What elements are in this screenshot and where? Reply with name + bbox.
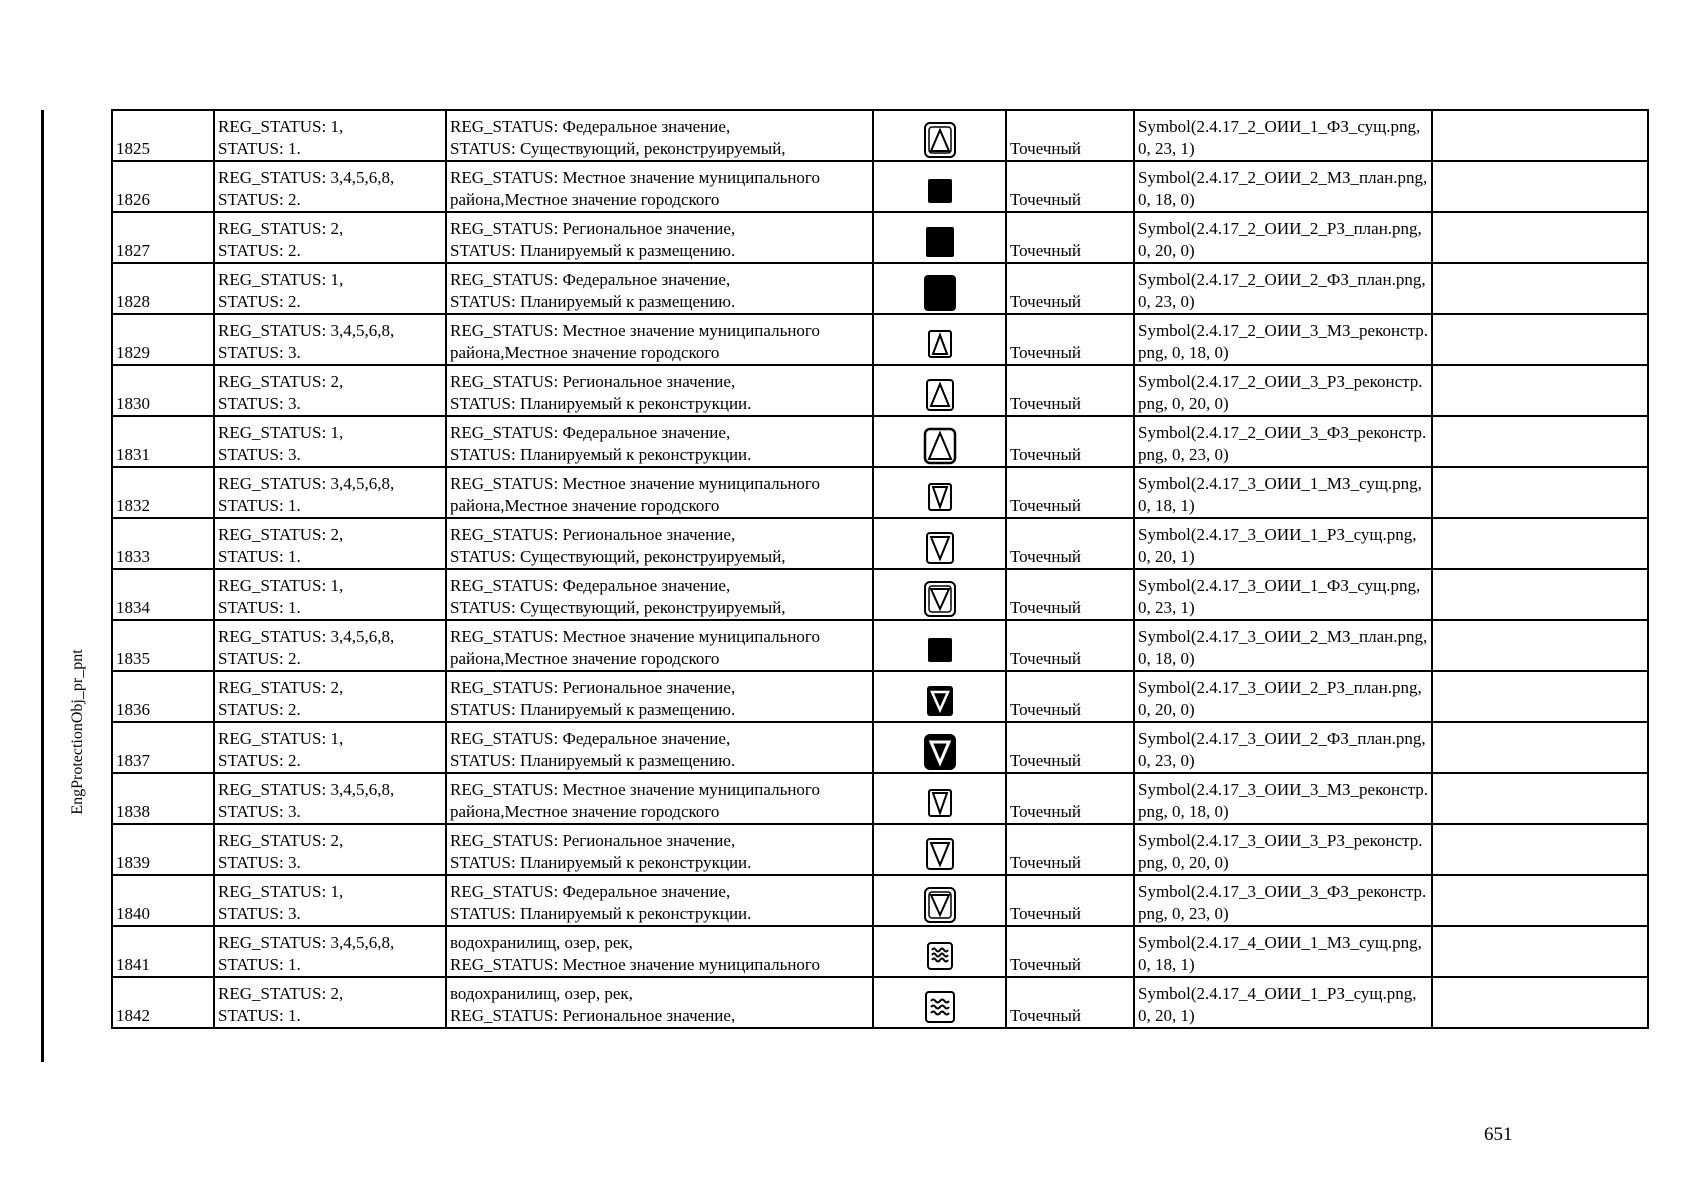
description-line-2: STATUS: Планируемый к реконструкции. [450,904,752,923]
filled-square-large-icon [877,273,1002,313]
row-number: 1828 [112,263,214,314]
empty-cell [1432,110,1648,161]
description-line-2: района,Местное значение городского [450,802,720,821]
table-row [112,926,1648,977]
status-code: STATUS: 2. [218,649,301,668]
symbol-preview-cell [873,875,1006,926]
status-codes-cell [214,263,446,314]
table-row [112,620,1648,671]
triangle-down-double-frame-icon [877,579,1002,619]
status-codes-cell [214,671,446,722]
row-number: 1830 [112,365,214,416]
description-line-1: REG_STATUS: Федеральное значение, [450,729,731,748]
status-codes-cell [214,569,446,620]
filled-square-medium-icon [877,222,1002,262]
status-code: STATUS: 3. [218,445,301,464]
status-description-cell [446,977,873,1028]
table-row [112,824,1648,875]
status-description-cell [446,110,873,161]
triangle-up-double-frame-icon [877,120,1002,160]
description-line-2: района,Местное значение городского [450,496,720,515]
status-codes-cell [214,365,446,416]
geometry-type: Точечный [1006,722,1134,773]
description-line-2: района,Местное значение городского [450,649,720,668]
symbol-preview-cell [873,773,1006,824]
status-codes-cell [214,722,446,773]
geometry-type: Точечный [1006,977,1134,1028]
status-description-cell [446,620,873,671]
row-number: 1837 [112,722,214,773]
empty-cell [1432,212,1648,263]
triangle-down-filled-medium-icon [877,681,1002,721]
row-number: 1839 [112,824,214,875]
empty-cell [1432,875,1648,926]
description-line-1: REG_STATUS: Региональное значение, [450,219,736,238]
status-code: STATUS: 3. [218,904,301,923]
symbol-definition: Symbol(2.4.17_3_ОИИ_2_РЗ_план.png, 0, 20, 0) [1134,671,1432,722]
description-line-1: REG_STATUS: Региональное значение, [450,525,736,544]
status-codes-cell [214,314,446,365]
symbol-definition: Symbol(2.4.17_2_ОИИ_1_ФЗ_сущ.png, 0, 23, 1) [1134,110,1432,161]
geometry-type: Точечный [1006,110,1134,161]
table-row [112,365,1648,416]
empty-cell [1432,416,1648,467]
description-line-1: REG_STATUS: Федеральное значение, [450,117,731,136]
row-number: 1829 [112,314,214,365]
table-row [112,569,1648,620]
description-line-1: REG_STATUS: Региональное значение, [450,678,736,697]
triangle-up-frame-medium-icon [877,375,1002,415]
status-codes-cell [214,467,446,518]
empty-cell [1432,977,1648,1028]
geometry-type: Точечный [1006,365,1134,416]
status-description-cell [446,314,873,365]
status-codes-cell [214,518,446,569]
symbol-preview-cell [873,110,1006,161]
reg-status-code: REG_STATUS: 1, [218,423,344,442]
description-line-1: водохранилищ, озер, рек, [450,984,633,1003]
empty-cell [1432,926,1648,977]
symbol-preview-cell [873,314,1006,365]
table-row [112,416,1648,467]
row-number: 1838 [112,773,214,824]
symbol-preview-cell [873,416,1006,467]
reg-status-code: REG_STATUS: 3,4,5,6,8, [218,168,395,187]
status-description-cell [446,824,873,875]
status-description-cell [446,365,873,416]
description-line-1: REG_STATUS: Федеральное значение, [450,576,731,595]
table-row [112,671,1648,722]
symbol-definition: Symbol(2.4.17_4_ОИИ_1_РЗ_сущ.png, 0, 20, 1) [1134,977,1432,1028]
geometry-type: Точечный [1006,875,1134,926]
status-code: STATUS: 1. [218,139,301,158]
description-line-1: водохранилищ, озер, рек, [450,933,633,952]
status-codes-cell [214,620,446,671]
geometry-type: Точечный [1006,773,1134,824]
empty-cell [1432,467,1648,518]
symbol-definition: Symbol(2.4.17_2_ОИИ_3_МЗ_реконстр.png, 0, 18, 0) [1134,314,1432,365]
symbol-preview-cell [873,365,1006,416]
status-code: STATUS: 3. [218,394,301,413]
row-number: 1826 [112,161,214,212]
symbol-preview-cell [873,926,1006,977]
table-row [112,467,1648,518]
description-line-2: STATUS: Существующий, реконструируемый, [450,139,786,158]
symbol-preview-cell [873,263,1006,314]
reg-status-code: REG_STATUS: 2, [218,219,344,238]
symbol-preview-cell [873,212,1006,263]
reg-status-code: REG_STATUS: 1, [218,729,344,748]
symbol-preview-cell [873,671,1006,722]
geometry-type: Точечный [1006,314,1134,365]
description-line-2: STATUS: Планируемый к реконструкции. [450,853,752,872]
empty-cell [1432,824,1648,875]
empty-cell [1432,773,1648,824]
empty-cell [1432,620,1648,671]
triangle-down-frame-medium-icon [877,528,1002,568]
status-code: STATUS: 2. [218,700,301,719]
table-row [112,722,1648,773]
description-line-2: STATUS: Планируемый к размещению. [450,241,736,260]
row-number: 1831 [112,416,214,467]
table-row [112,773,1648,824]
reg-status-code: REG_STATUS: 2, [218,525,344,544]
geometry-type: Точечный [1006,263,1134,314]
status-codes-cell [214,926,446,977]
status-description-cell [446,671,873,722]
status-code: STATUS: 3. [218,343,301,362]
row-number: 1832 [112,467,214,518]
geometry-type: Точечный [1006,824,1134,875]
table-row [112,518,1648,569]
status-code: STATUS: 1. [218,496,301,515]
triangle-down-frame-medium-icon [877,834,1002,874]
page-number: 651 [1484,1124,1513,1145]
table-row [112,110,1648,161]
left-margin-rule [41,110,44,1062]
description-line-1: REG_STATUS: Местное значение муниципального [450,627,820,646]
description-line-2: STATUS: Планируемый к размещению. [450,700,736,719]
status-code: STATUS: 3. [218,802,301,821]
triangle-up-frame-small-icon [877,324,1002,364]
status-codes-cell [214,161,446,212]
description-line-2: STATUS: Существующий, реконструируемый, [450,547,786,566]
reg-status-code: REG_STATUS: 1, [218,117,344,136]
symbol-definition: Symbol(2.4.17_3_ОИИ_3_РЗ_реконстр.png, 0, 20, 0) [1134,824,1432,875]
status-description-cell [446,467,873,518]
symbol-preview-cell [873,518,1006,569]
status-codes-cell [214,824,446,875]
triangle-up-frame-large-icon [877,426,1002,466]
description-line-2: REG_STATUS: Местное значение муниципального [450,955,820,974]
status-code: STATUS: 1. [218,547,301,566]
row-number: 1827 [112,212,214,263]
reg-status-code: REG_STATUS: 2, [218,984,344,1003]
description-line-1: REG_STATUS: Местное значение муниципального [450,168,820,187]
description-line-2: района,Местное значение городского [450,343,720,362]
reg-status-code: REG_STATUS: 1, [218,576,344,595]
symbol-definition: Symbol(2.4.17_3_ОИИ_1_МЗ_сущ.png, 0, 18, 1) [1134,467,1432,518]
symbol-preview-cell [873,824,1006,875]
empty-cell [1432,518,1648,569]
symbol-definition: Symbol(2.4.17_3_ОИИ_2_МЗ_план.png, 0, 18, 0) [1134,620,1432,671]
empty-cell [1432,722,1648,773]
water-waves-medium-icon [877,987,1002,1027]
status-code: STATUS: 1. [218,598,301,617]
empty-cell [1432,263,1648,314]
reg-status-code: REG_STATUS: 2, [218,372,344,391]
status-code: STATUS: 2. [218,751,301,770]
geometry-type: Точечный [1006,671,1134,722]
status-codes-cell [214,875,446,926]
filled-square-small-icon [877,171,1002,211]
description-line-1: REG_STATUS: Федеральное значение, [450,423,731,442]
empty-cell [1432,314,1648,365]
status-codes-cell [214,212,446,263]
status-description-cell [446,926,873,977]
status-code: STATUS: 2. [218,292,301,311]
row-number: 1833 [112,518,214,569]
triangle-down-double-frame-icon [877,885,1002,925]
table-row [112,977,1648,1028]
triangle-down-frame-small-icon [877,477,1002,517]
row-number: 1840 [112,875,214,926]
reg-status-code: REG_STATUS: 1, [218,270,344,289]
layer-name-label: EngProtectionObj_pr_pnt [69,649,86,815]
status-code: STATUS: 1. [218,955,301,974]
description-line-1: REG_STATUS: Местное значение муниципального [450,321,820,340]
row-number: 1841 [112,926,214,977]
reg-status-code: REG_STATUS: 3,4,5,6,8, [218,321,395,340]
symbol-preview-cell [873,467,1006,518]
empty-cell [1432,569,1648,620]
status-description-cell [446,212,873,263]
symbol-preview-cell [873,620,1006,671]
reg-status-code: REG_STATUS: 3,4,5,6,8, [218,780,395,799]
status-codes-cell [214,977,446,1028]
description-line-1: REG_STATUS: Региональное значение, [450,372,736,391]
empty-cell [1432,161,1648,212]
description-line-1: REG_STATUS: Федеральное значение, [450,270,731,289]
symbol-definition: Symbol(2.4.17_3_ОИИ_1_ФЗ_сущ.png, 0, 23, 1) [1134,569,1432,620]
symbol-definition: Symbol(2.4.17_2_ОИИ_2_МЗ_план.png, 0, 18, 0) [1134,161,1432,212]
water-waves-small-icon [877,936,1002,976]
geometry-type: Точечный [1006,161,1134,212]
geometry-type: Точечный [1006,569,1134,620]
symbol-definition: Symbol(2.4.17_3_ОИИ_2_ФЗ_план.png, 0, 23, 0) [1134,722,1432,773]
reg-status-code: REG_STATUS: 3,4,5,6,8, [218,627,395,646]
symbol-definition: Symbol(2.4.17_2_ОИИ_3_РЗ_реконстр.png, 0, 20, 0) [1134,365,1432,416]
symbol-preview-cell [873,977,1006,1028]
symbol-definition: Symbol(2.4.17_2_ОИИ_3_ФЗ_реконстр.png, 0, 23, 0) [1134,416,1432,467]
table-row [112,212,1648,263]
symbol-preview-cell [873,722,1006,773]
table-row [112,263,1648,314]
row-number: 1834 [112,569,214,620]
geometry-type: Точечный [1006,620,1134,671]
row-number: 1825 [112,110,214,161]
description-line-2: STATUS: Планируемый к реконструкции. [450,394,752,413]
description-line-2: района,Местное значение городского [450,190,720,209]
reg-status-code: REG_STATUS: 3,4,5,6,8, [218,474,395,493]
triangle-down-filled-large-icon [877,732,1002,772]
row-number: 1842 [112,977,214,1028]
description-line-2: STATUS: Планируемый к размещению. [450,292,736,311]
symbol-definition: Symbol(2.4.17_2_ОИИ_2_РЗ_план.png, 0, 20, 0) [1134,212,1432,263]
geometry-type: Точечный [1006,926,1134,977]
filled-square-small-icon [877,630,1002,670]
description-line-2: STATUS: Существующий, реконструируемый, [450,598,786,617]
status-description-cell [446,416,873,467]
reg-status-code: REG_STATUS: 2, [218,678,344,697]
symbol-definition: Symbol(2.4.17_4_ОИИ_1_МЗ_сущ.png, 0, 18, 1) [1134,926,1432,977]
status-description-cell [446,569,873,620]
description-line-1: REG_STATUS: Региональное значение, [450,831,736,850]
reg-status-code: REG_STATUS: 2, [218,831,344,850]
geometry-type: Точечный [1006,212,1134,263]
description-line-2: STATUS: Планируемый к размещению. [450,751,736,770]
description-line-2: REG_STATUS: Региональное значение, [450,1006,736,1025]
reg-status-code: REG_STATUS: 1, [218,882,344,901]
description-line-2: STATUS: Планируемый к реконструкции. [450,445,752,464]
status-description-cell [446,161,873,212]
empty-cell [1432,671,1648,722]
status-description-cell [446,518,873,569]
description-line-1: REG_STATUS: Федеральное значение, [450,882,731,901]
symbol-table [111,109,1649,1029]
symbol-definition: Symbol(2.4.17_3_ОИИ_3_ФЗ_реконстр.png, 0, 23, 0) [1134,875,1432,926]
description-line-1: REG_STATUS: Местное значение муниципального [450,474,820,493]
symbol-definition: Symbol(2.4.17_3_ОИИ_3_МЗ_реконстр.png, 0, 18, 0) [1134,773,1432,824]
empty-cell [1432,365,1648,416]
status-code: STATUS: 2. [218,190,301,209]
table-row [112,161,1648,212]
table-row [112,314,1648,365]
status-code: STATUS: 1. [218,1006,301,1025]
status-codes-cell [214,773,446,824]
symbol-definition: Symbol(2.4.17_3_ОИИ_1_РЗ_сущ.png, 0, 20, 1) [1134,518,1432,569]
symbol-definition: Symbol(2.4.17_2_ОИИ_2_ФЗ_план.png, 0, 23, 0) [1134,263,1432,314]
status-codes-cell [214,416,446,467]
status-description-cell [446,263,873,314]
symbol-preview-cell [873,161,1006,212]
status-codes-cell [214,110,446,161]
geometry-type: Точечный [1006,467,1134,518]
status-description-cell [446,722,873,773]
description-line-1: REG_STATUS: Местное значение муниципального [450,780,820,799]
status-description-cell [446,773,873,824]
row-number: 1836 [112,671,214,722]
table-row [112,875,1648,926]
row-number: 1835 [112,620,214,671]
geometry-type: Точечный [1006,416,1134,467]
triangle-down-frame-small-icon [877,783,1002,823]
symbol-preview-cell [873,569,1006,620]
geometry-type: Точечный [1006,518,1134,569]
status-code: STATUS: 2. [218,241,301,260]
status-description-cell [446,875,873,926]
reg-status-code: REG_STATUS: 3,4,5,6,8, [218,933,395,952]
status-code: STATUS: 3. [218,853,301,872]
